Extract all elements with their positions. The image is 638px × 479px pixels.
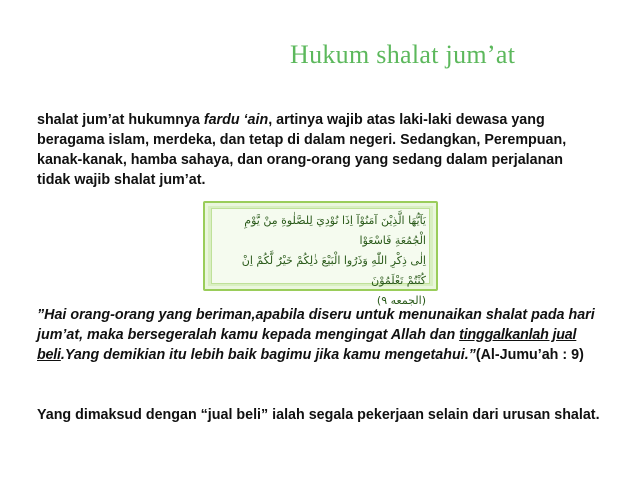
arabic-line-1: يَآيُّهَا الَّذِيْنَ آمَنُوْآ اِذَا نُوْدِيَ لِلصَّلٰوةِ مِنْ يَّوْمِ الْجُمُعَةِ فَاسْعَوْا (244, 214, 426, 247)
translation-text-start: ”Hai orang-orang yang beriman,apabila diseru untuk menunaikan shalat pada hari jum’at, maka bersegeralah kamu kepada mengingat Allah dan (37, 307, 595, 343)
quran-verse-image (203, 201, 438, 307)
translation-emphasis: tinggalkanlah jual beli (37, 327, 577, 363)
translation-text-end: .Yang demikian itu lebih baik bagimu jika kamu mengetahui.” (60, 347, 476, 363)
fardu-ain-term: fardu ‘ain (203, 112, 269, 128)
explanation-paragraph: Yang dimaksud dengan “jual beli” ialah segala pekerjaan selain dari urusan shalat. (37, 407, 600, 423)
arabic-line-2: اِلٰى ذِكْرِ اللّٰهِ وَذَرُوا الْبَيْعَ ذٰلِكُمْ خَيْرٌ لَّكُمْ اِنْ كُنْتُمْ تَعْلَمُوْنَ (241, 254, 426, 287)
arabic-verse-text (221, 211, 426, 311)
ruling-text-end: , artinya wajib atas laki-laki dewasa yang beragama islam, merdeka, dan tetap di dalam negeri. Sedangkan, Perempuan, kanak-kanak, hamba sahaya, dan orang-orang yang sedang dalam perjalanan tidak wajib shalat jum’at. (37, 112, 567, 188)
ruling-paragraph (37, 110, 597, 190)
slide-title: Hukum shalat jum’at (290, 40, 516, 69)
arabic-surah-ref: (الجمعه ٩) (376, 294, 426, 307)
ruling-text-start: shalat jum’at hukumnya (37, 112, 204, 128)
surah-reference: (Al-Jumu’ah : 9) (475, 347, 584, 363)
translation-paragraph (37, 305, 602, 365)
